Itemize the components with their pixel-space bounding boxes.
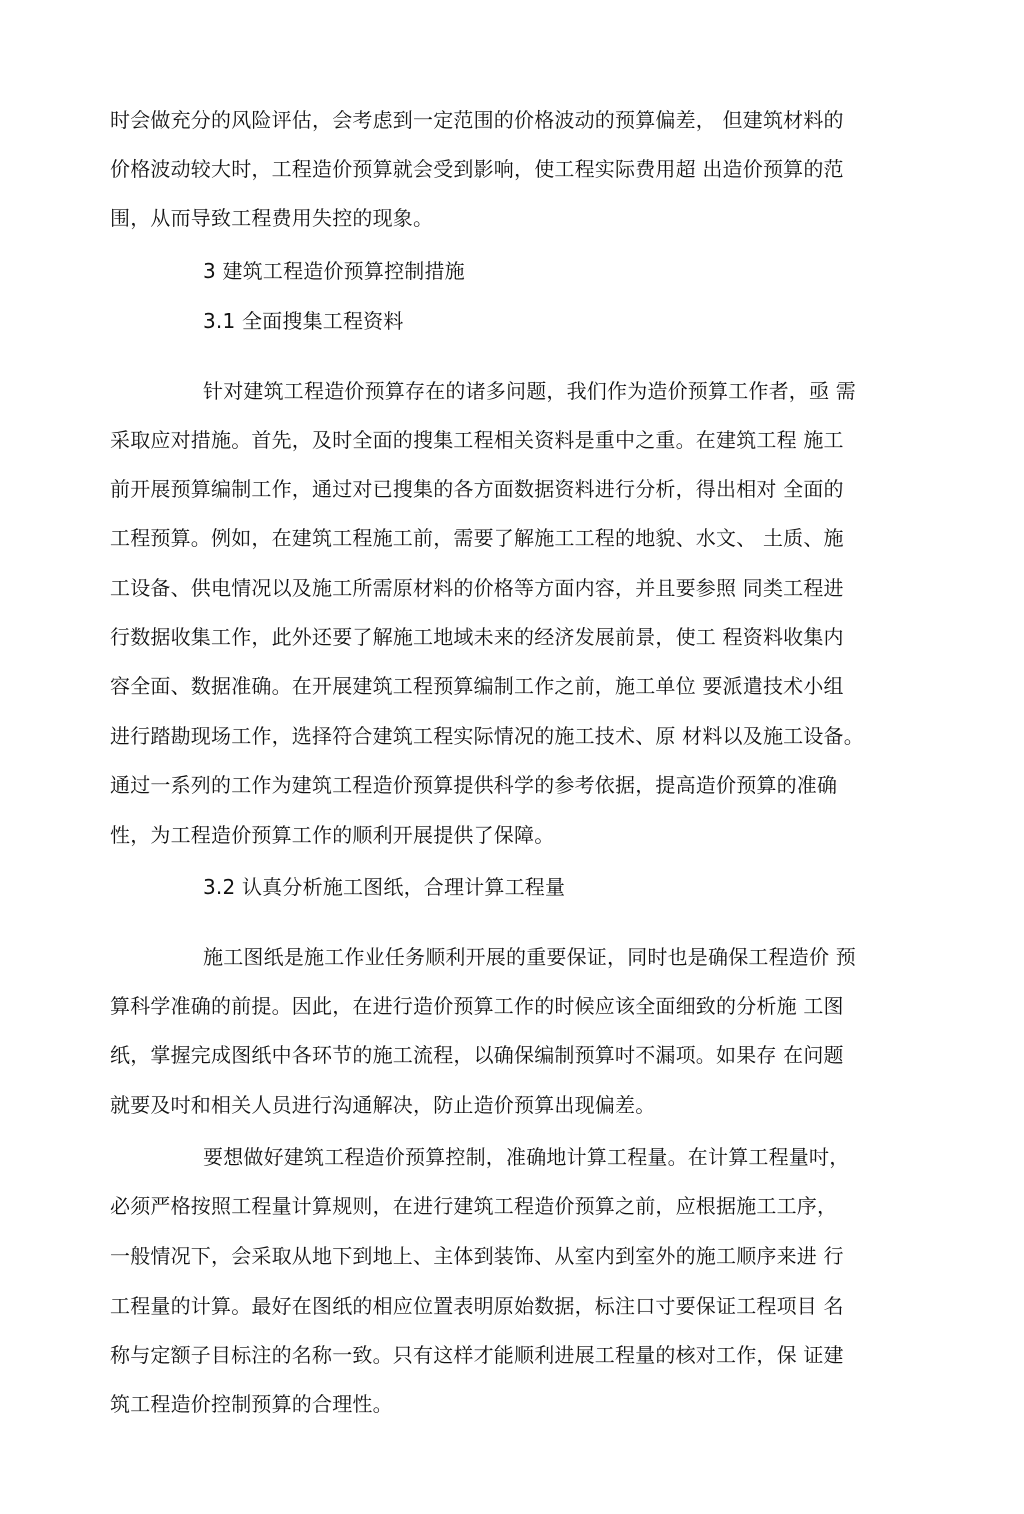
paragraph-line: 工程量的计算。最好在图纸的相应位置表明原始数据，标注口寸要保证工程项目 名 bbox=[110, 1294, 844, 1318]
paragraph-line: 就要及吋和相关人员进行沟通解决，防止造价预算出现偏差。 bbox=[110, 1093, 656, 1117]
paragraph-line: 针对建筑工程造价预算存在的诸多问题，我们作为造价预算工作者，亟 需 bbox=[203, 379, 856, 403]
paragraph-line: 围，从而导致工程费用失控的现象。 bbox=[110, 206, 434, 230]
paragraph-line: 工设备、供电情况以及施工所需原材料的价格等方面内容，并且要参照 同类工程进 bbox=[110, 576, 844, 600]
paragraph-line: 算科学准确的前提。因此，在进行造价预算工作的时候应该全面细致的分析施 工图 bbox=[110, 994, 844, 1018]
paragraph-line: 性，为工程造价预算工作的顺利开展提供了保障。 bbox=[110, 823, 555, 847]
paragraph-line: 通过一系列的工作为建筑工程造价预算提供科学的参考依据，提高造价预算的准确 bbox=[110, 773, 838, 797]
paragraph-line: 时会做充分的风险评估，会考虑到一定范围的价格波动的预算偏差， 但建筑材料的 bbox=[110, 108, 844, 132]
paragraph-line: 要想做好建筑工程造价预算控制，准确地计算工程量。在计算工程量吋， bbox=[203, 1145, 850, 1169]
paragraph-line: 容全面、数据准确。在开展建筑工程预算编制工作之前，施工单位 要派遣技术小组 bbox=[110, 674, 844, 698]
paragraph-line: 纸，掌握完成图纸中各环节的施工流程，以确保编制预算吋不漏项。如果存 在问题 bbox=[110, 1043, 844, 1067]
section-heading-3-2: 3.2 认真分析施工图纸，合理计算工程量 bbox=[203, 875, 566, 899]
paragraph-line: 行数据收集工作，此外还要了解施工地域未来的经济发展前景，使工 程资料收集内 bbox=[110, 625, 844, 649]
section-heading-3: 3 建筑工程造价预算控制措施 bbox=[203, 259, 465, 283]
section-heading-3-1: 3.1 全面搜集工程资料 bbox=[203, 309, 404, 333]
paragraph-line: 筑工程造价控制预算的合理性。 bbox=[110, 1392, 393, 1416]
paragraph-line: 采取应对措施。首先，及时全面的搜集工程相关资料是重中之重。在建筑工程 施工 bbox=[110, 428, 844, 452]
paragraph-line: 进行踏勘现场工作，选择符合建筑工程实际情况的施工技术、原 材料以及施工设备。 bbox=[110, 724, 864, 748]
paragraph-line: 前开展预算编制工作，通过对已搜集的各方面数据资料进行分析，得出相对 全面的 bbox=[110, 477, 844, 501]
paragraph-line: 称与定额子目标注的名称一致。只有这样才能顺利进展工程量的核对工作，保 证建 bbox=[110, 1343, 844, 1367]
paragraph-line: 一般情况下，会采取从地下到地上、主体到装饰、从室内到室外的施工顺序来进 行 bbox=[110, 1244, 844, 1268]
paragraph-line: 施工图纸是施工作业任务顺利开展的重要保证，同时也是确保工程造价 预 bbox=[203, 945, 856, 969]
paragraph-line: 工程预算。例如，在建筑工程施工前，需要了解施工工程的地貌、水文、 土质、施 bbox=[110, 526, 844, 550]
paragraph-line: 价格波动较大时，工程造价预算就会受到影响，使工程实际费用超 出造价预算的范 bbox=[110, 157, 844, 181]
paragraph-line: 必须严格按照工程量计算规则，在进行建筑工程造价预算之前，应根据施工工序， bbox=[110, 1194, 838, 1218]
